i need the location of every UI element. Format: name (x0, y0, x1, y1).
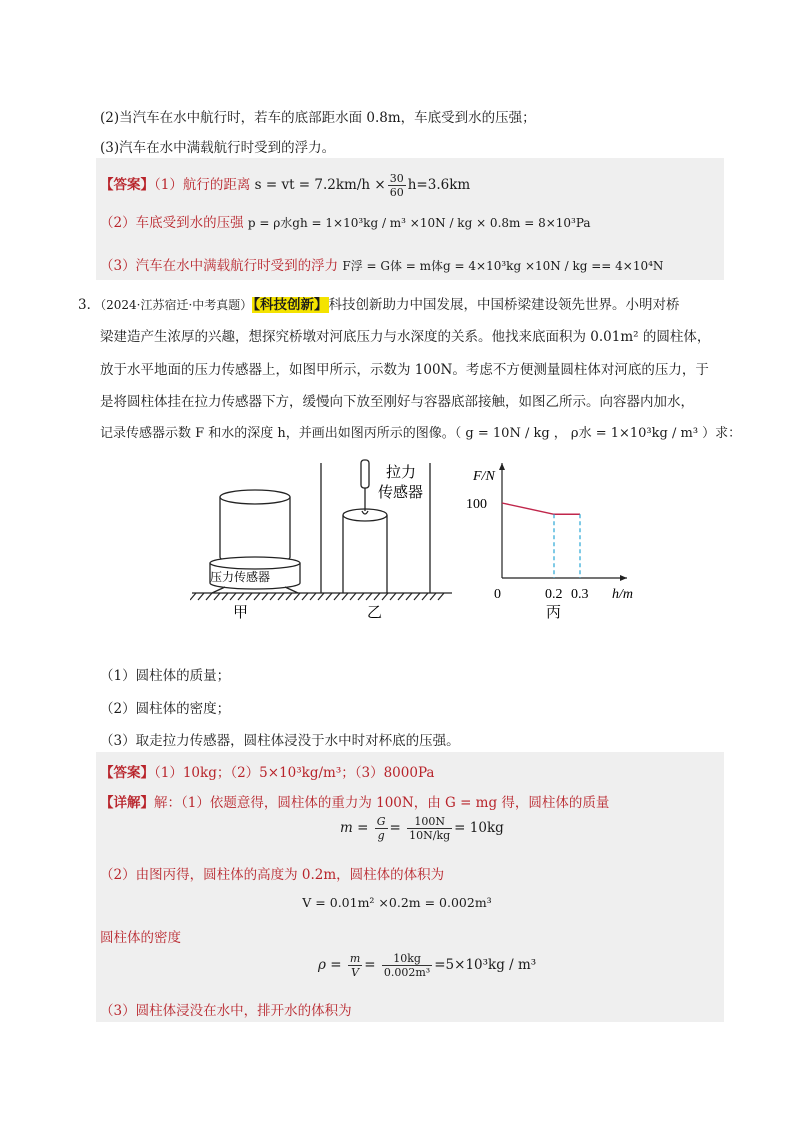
answer-text: （1）10kg；（2）5×10³kg/m³；（3）8000Pa (154, 765, 435, 781)
detail-tag: 【详解】 (100, 795, 154, 811)
question-source: （2024·江苏宿迁·中考真题） (100, 298, 253, 312)
q3-stem-line2: 梁建造产生浓厚的兴趣，想探究桥墩对河底压力与水深度的关系。他找来底面积为 0.01m² 的圆柱体， (100, 329, 711, 345)
answer-tag: 【答案】 (100, 765, 154, 781)
q3-stem-line3: 放于水平地面的压力传感器上，如图甲所示，示数为 100N。考虑不方便测量圆柱体对河底的压力，于 (100, 362, 709, 378)
answer-3-label: （3）汽车在水中满载航行时受到的浮力 (100, 258, 339, 274)
yi-sensor-label-2: 传感器 (378, 483, 424, 501)
jia-label: 甲 (233, 603, 249, 621)
q3-detail-line2: （2）由图丙得，圆柱体的高度为 0.2m，圆柱体的体积为 (100, 867, 445, 883)
ground (190, 593, 452, 600)
q3-stem-line5: 记录传感器示数 F 和水的深度 h，并画出如图丙所示的图像。（ g = 10N / kg ， ρ水 = 1×10³kg / m³ ）求： (100, 426, 742, 441)
q3-stem-line4: 是将圆柱体挂在拉力传感器下方，缓慢向下放至刚好与容器底部接触，如图乙所示。向容器内加水， (100, 394, 694, 410)
x-axis-label: h/m (612, 587, 633, 602)
q2-answer-line1 (100, 172, 470, 199)
q2-sub3: (3)汽车在水中满载航行时受到的浮力。 (100, 140, 336, 156)
detail-1: 解：（1）依题意得，圆柱体的重力为 100N，由 G = mg 得，圆柱体的质量 (154, 795, 610, 811)
question-number: 3． (78, 297, 101, 313)
answer-2-formula: p = ρ水gh = 1×10³kg / m³ ×10N / kg × 0.8m = 8×10³Pa (247, 216, 591, 230)
q3-sub2: （2）圆柱体的密度； (100, 701, 231, 717)
q3-stem-line1: 3．（2024·江苏宿迁·中考真题）【科技创新】科技创新助力中国发展，中国桥梁建设领先世界。小明对桥 (78, 297, 680, 313)
q3-detail-line4: （3）圆柱体浸没在水中，排开水的体积为 (100, 1003, 352, 1019)
answer-tag: 【答案】 (100, 177, 154, 193)
y-axis-label: F/N (473, 469, 495, 484)
x-axis-arrow (620, 575, 627, 581)
equation-3: ρ = $\frac{m}{V}$ = $\frac{10kg}{\text{0.002m³}}$ =5×10³kg / m³ (318, 952, 537, 979)
figure (190, 455, 640, 625)
q2-sub2: (2)当汽车在水中航行时，若车的底部距水面 0.8m，车底受到水的压强； (100, 110, 536, 126)
equation-1: m = $\frac{G}{g}$ = $\frac{100N}{10N/kg}$ = 10kg (340, 815, 504, 842)
q3-detail-line1 (100, 791, 609, 811)
q3-sub1: （1）圆柱体的质量； (100, 668, 231, 684)
q2-answer-line2 (100, 211, 591, 231)
q3-answer-line (100, 761, 434, 781)
q3-detail-line3: 圆柱体的密度 (100, 930, 181, 946)
series-line (502, 503, 580, 514)
q2-answer-line3 (100, 254, 663, 274)
equation-2: V = 0.01m² ×0.2m = 0.002m³ (302, 895, 492, 910)
yi-label: 乙 (367, 603, 383, 621)
jia-sensor-label: 压力传感器 (210, 570, 271, 584)
answer-1-label: （1）航行的距离 (154, 177, 251, 193)
x-tick-label: 0.2 (545, 587, 563, 602)
answer-1-formula: s = vt = 7.2km/h × $\frac{30}{60}$ h=3.6km (254, 172, 471, 199)
x-tick-label: 0.3 (571, 587, 589, 602)
x-tick-label: 0 (494, 587, 501, 602)
answer-3-formula: F浮 = G体 = m体g = 4×10³kg ×10N / kg == 4×10⁴N (342, 259, 664, 273)
y-tick-label: 100 (466, 497, 487, 512)
y-axis-arrow (499, 463, 505, 470)
chart-bing (466, 463, 633, 602)
question-tag: 【科技创新】 (253, 297, 328, 313)
yi-sensor-label-1: 拉力 (386, 463, 417, 481)
answer-2-label: （2）车底受到水的压强 (100, 215, 244, 231)
q3-sub3: （3）取走拉力传感器，圆柱体浸没于水中时对杯底的压强。 (100, 733, 460, 749)
bing-label: 丙 (546, 603, 562, 621)
